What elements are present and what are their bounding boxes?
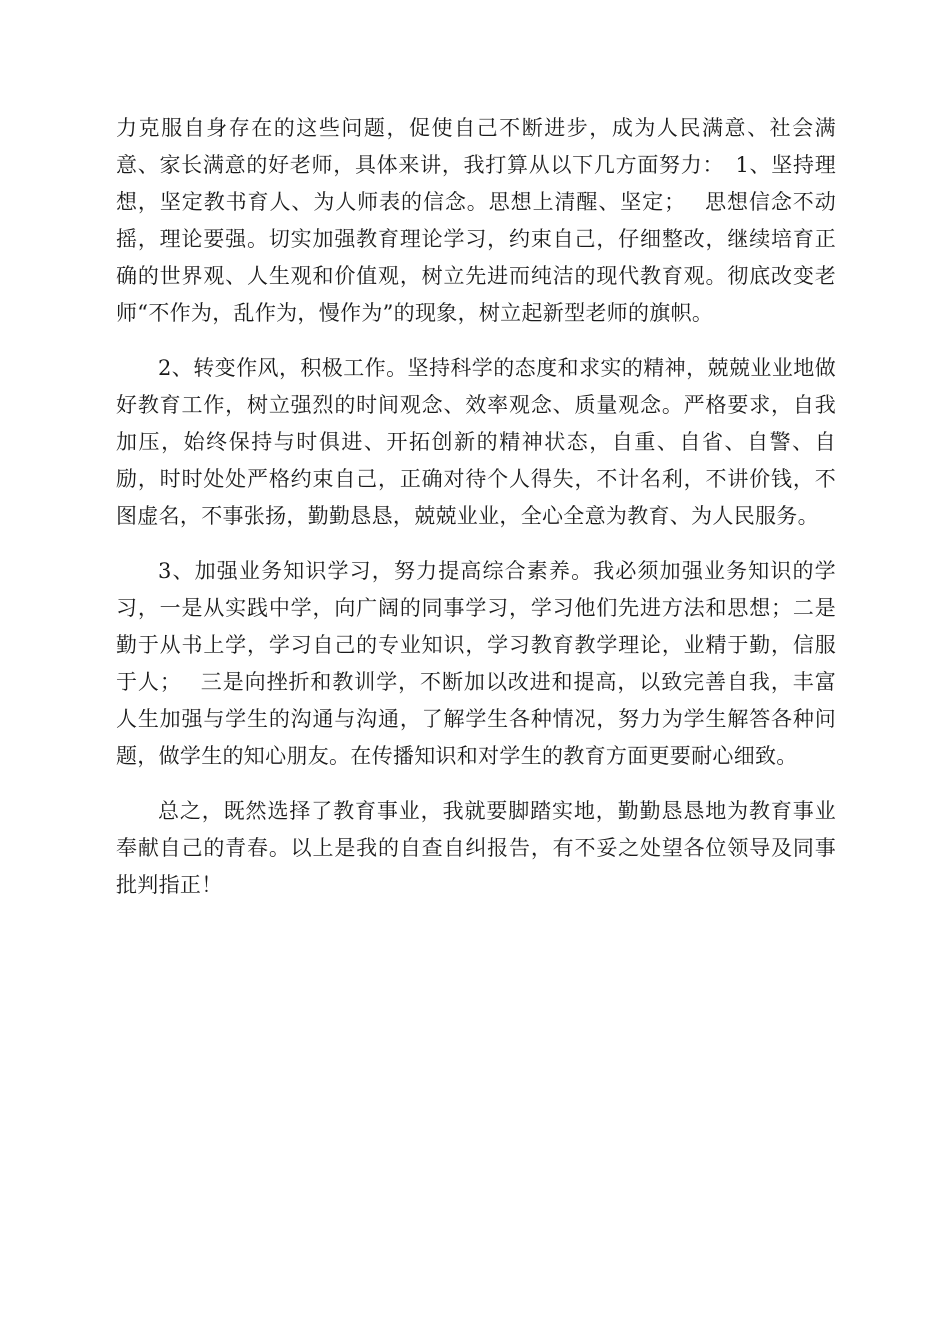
paragraph-continuation: 力克服自身存在的这些问题，促使自己不断进步，成为人民满意、社会满意、家长满意的好老师，具体来讲，我打算从以下几方面努力： 1、坚持理想，坚定教书育人、为人师表的信念。思想上清醒、坚定； 思想信念不动摇，理论要强。切实加强教育理论学习，约束自己，仔细整改，继续培育正确的世界观、人生观和价值观，树立先进而纯洁的现代教育观。彻底改变老师“不作为，乱作为，慢作为”的现象，树立起新型老师的旗帜。 [116,116,836,325]
paragraph-work-style: 2、转变作风，积极工作。坚持科学的态度和求实的精神，兢兢业业地做好教育工作，树立强烈的时间观念、效率观念、质量观念。严格要求，自我加压，始终保持与时俱进、开拓创新的精神状态，自重、自省、自警、自励，时时处处严格约束自己，正确对待个人得失，不计名利，不讲价钱，不图虚名，不事张扬，勤勤恳恳，兢兢业业，全心全意为教育、为人民服务。 [116,356,836,528]
document-body [116,110,836,922]
paragraph-professional-study: 3、加强业务知识学习，努力提高综合素养。我必须加强业务知识的学习，一是从实践中学，向广阔的同事学习，学习他们先进方法和思想；二是勤于从书上学，学习自己的专业知识，学习教育教学理论，业精于勤，信服于人； 三是向挫折和教训学，不断加以改进和提高，以致完善自我，丰富人生加强与学生的沟通与沟通，了解学生各种情况，努力为学生解答各种问题，做学生的知心朋友。在传播知识和对学生的教育方面更要耐心细致。 [116,559,836,768]
paragraph-conclusion: 总之，既然选择了教育事业，我就要脚踏实地，勤勤恳恳地为教育事业奉献自己的青春。以上是我的自查自纠报告，有不妥之处望各位领导及同事批判指正！ [116,799,836,897]
